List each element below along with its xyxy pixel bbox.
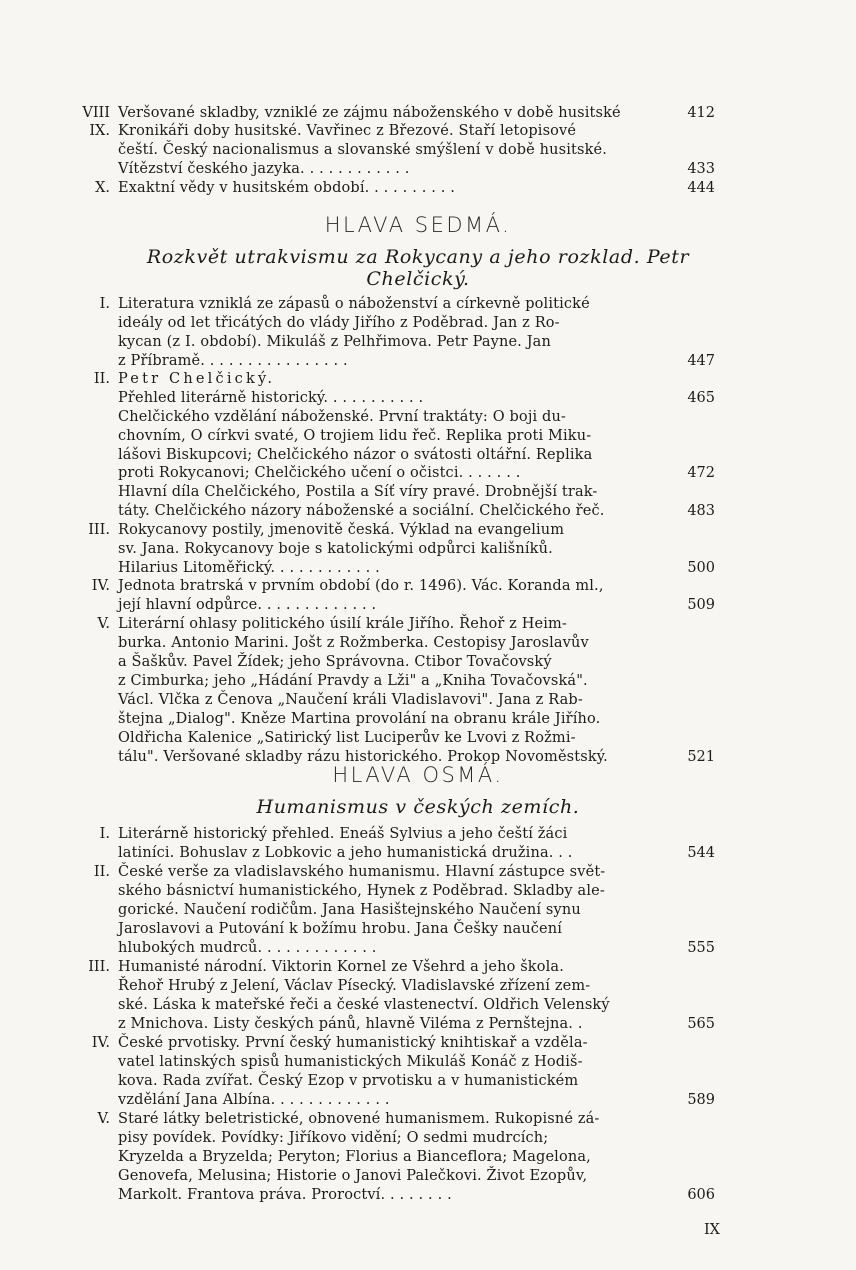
entry-number: I. — [99, 826, 110, 842]
entry-text: čeští. Český nacionalismus a slovanské smýšlení v době husitské. — [118, 142, 608, 158]
entry-text: kycan (z I. období). Mikuláš z Pelhřimova. Petr Payne. Jan — [118, 334, 551, 350]
entry-text: Hilarius Litoměřický. . . . . . . . . . . . — [118, 560, 380, 576]
entry-number: VIII — [82, 105, 110, 121]
entry-number: IX. — [89, 123, 110, 139]
entry-text: České prvotisky. První český humanistický knihtiskař a vzděla- — [118, 1035, 588, 1051]
entry-text: Veršované skladby, vzniklé ze zájmu náboženského v době husitské — [118, 105, 621, 121]
entry-text: chovním, O církvi svaté, O trojiem lidu řeč. Replika proti Miku- — [118, 428, 592, 444]
entry-text: Řehoř Hrubý z Jelení, Václav Písecký. Vladislavské zřízení zem- — [118, 978, 591, 994]
entry-number: III. — [88, 522, 110, 538]
entry-text: Chelčického vzdělání náboženské. První traktáty: O boji du- — [118, 409, 566, 425]
entry-text: Exaktní vědy v husitském období. . . . . . . . . . — [118, 180, 456, 196]
entry-page: 483 — [687, 503, 715, 519]
entry-page: 465 — [687, 390, 715, 406]
entry-page: 509 — [687, 597, 715, 613]
entry-text: kova. Rada zvířat. Český Ezop v prvotisku a v humanistickém — [118, 1073, 579, 1089]
entry-text: štejna „Dialog". Kněze Martina provolání na obranu krále Jiřího. — [118, 711, 601, 727]
entry-text: Genovefa, Melusina; Historie o Janovi Palečkovi. Život Ezopův, — [118, 1168, 588, 1184]
entry-text: tálu". Veršované skladby rázu historického. Prokop Novoměstský. — [118, 749, 608, 765]
entry-text: táty. Chelčického názory náboženské a sociální. Chelčického řeč. — [118, 503, 605, 519]
entry-text: gorické. Naučení rodičům. Jana Hasištejnského Naučení synu — [118, 902, 581, 918]
entry-text: sv. Jana. Rokycanovy boje s katolickými odpůrci kališníků. — [118, 541, 553, 557]
entry-text: Jaroslavovi a Putování k božímu hrobu. Jana Češky naučení — [118, 921, 563, 937]
entry-text: Staré látky beletristické, obnovené humanismem. Rukopisné zá- — [118, 1111, 600, 1127]
entry-text: Václ. Vlčka z Čenova „Naučení králi Vladislavovi". Jana z Rab- — [118, 692, 583, 708]
entry-text: Literární ohlasy politického úsilí krále Jiřího. Řehoř z Heim- — [118, 616, 567, 632]
entry-text: Vítězství českého jazyka. . . . . . . . . . . . — [118, 161, 410, 177]
entry-text: Hlavní díla Chelčického, Postila a Síť víry pravé. Drobnější trak- — [118, 484, 598, 500]
entry-text: Kryzelda a Bryzelda; Peryton; Florius a Bianceflora; Magelona, — [118, 1149, 591, 1165]
chapter-heading: HLAVA OSMÁ. — [332, 763, 504, 787]
entry-page: 565 — [687, 1016, 715, 1032]
entry-number: X. — [95, 180, 110, 196]
entry-page: 589 — [687, 1092, 715, 1108]
entry-text: Oldřicha Kalenice „Satirický list Luciperův ke Lvovi z Rožmi- — [118, 730, 576, 746]
entry-text: proti Rokycanovi; Chelčického učení o očistci. . . . . . . — [118, 465, 521, 481]
entry-page: 472 — [687, 465, 715, 481]
entry-text: ské. Láska k mateřské řeči a české vlastenectví. Oldřich Velenský — [118, 997, 610, 1013]
entry-text: Literatura vzniklá ze zápasů o náboženství a církevně politické — [118, 296, 590, 312]
entry-text: ského básnictví humanistického, Hynek z Poděbrad. Skladby ale- — [118, 883, 605, 899]
entry-text: z Příbramě. . . . . . . . . . . . . . . . — [118, 353, 348, 369]
entry-number: IV. — [91, 578, 110, 594]
entry-text: Humanisté národní. Viktorin Kornel ze Všehrd a jeho škola. — [118, 959, 564, 975]
entry-text: a Šaškův. Pavel Žídek; jeho Správovna. Ctibor Tovačovský — [118, 654, 552, 670]
chapter-heading: HLAVA SEDMÁ. — [324, 213, 512, 237]
entry-text: burka. Antonio Marini. Jošt z Rožmberka. Cestopisy Jaroslavův — [118, 635, 589, 651]
entry-text: lášovi Biskupcovi; Chelčického názor o svátosti oltářní. Replika — [118, 447, 593, 463]
entry-text: Přehled literárně historický. . . . . . . . . . . — [118, 390, 424, 406]
chapter-subtitle: Rozkvět utrakvismu za Rokycany a jeho rozklad. Petr — [146, 246, 690, 268]
chapter-subtitle: Chelčický. — [366, 268, 470, 290]
entry-page: 544 — [687, 845, 715, 861]
entry-text: Jednota bratrská v prvním období (do r. 1496). Vác. Koranda ml., — [118, 578, 604, 594]
entry-page: 500 — [687, 560, 715, 576]
entry-text: Markolt. Frantova práva. Proroctví. . . . . . . . — [118, 1187, 452, 1203]
entry-number: V. — [97, 616, 110, 632]
entry-page: 606 — [687, 1187, 715, 1203]
entry-text: České verše za vladislavského humanismu. Hlavní zástupce svět- — [118, 864, 606, 880]
entry-text: vatel latinských spisů humanistických Mikuláš Konáč z Hodiš- — [118, 1054, 583, 1070]
entry-number: I. — [99, 296, 110, 312]
entry-text: pisy povídek. Povídky: Jiříkovo vidění; O sedmi mudrcích; — [118, 1130, 549, 1146]
entry-text: její hlavní odpůrce. . . . . . . . . . . . . — [118, 597, 377, 613]
entry-number: II. — [93, 864, 110, 880]
entry-page: 521 — [687, 749, 715, 765]
entry-page: 447 — [687, 353, 715, 369]
entry-page: 555 — [687, 940, 715, 956]
entry-text: z Cimburka; jeho „Hádání Pravdy a Lži" a „Kniha Tovačovská". — [118, 673, 588, 689]
entry-number: IV. — [91, 1035, 110, 1051]
entry-text: Literárně historický přehled. Eneáš Sylvius a jeho čeští žáci — [118, 826, 568, 842]
entry-number: V. — [97, 1111, 110, 1127]
folio-number: IX — [703, 1222, 720, 1238]
entry-page: 444 — [687, 180, 715, 196]
entry-text: Rokycanovy postily, jmenovitě česká. Výklad na evangelium — [118, 522, 565, 538]
entry-text: ideály od let třicátých do vlády Jiřího z Poděbrad. Jan z Ro- — [118, 315, 560, 331]
entry-page: 433 — [687, 161, 715, 177]
entry-text: vzdělání Jana Albína. . . . . . . . . . . . . — [118, 1092, 390, 1108]
entry-text: latiníci. Bohuslav z Lobkovic a jeho humanistická družina. . . — [118, 845, 573, 861]
entry-text: Kronikáři doby husitské. Vavřinec z Březové. Staří letopisové — [118, 123, 577, 139]
entry-page: 412 — [687, 105, 715, 121]
entry-text: Petr Chelčický. — [118, 371, 276, 387]
entry-number: III. — [88, 959, 110, 975]
entry-number: II. — [93, 371, 110, 387]
chapter-subtitle: Humanismus v českých zemích. — [256, 796, 580, 818]
entry-text: z Mnichova. Listy českých pánů, hlavně Viléma z Pernštejna. . — [118, 1016, 583, 1032]
entry-text: hlubokých mudrců. . . . . . . . . . . . . — [118, 940, 377, 956]
